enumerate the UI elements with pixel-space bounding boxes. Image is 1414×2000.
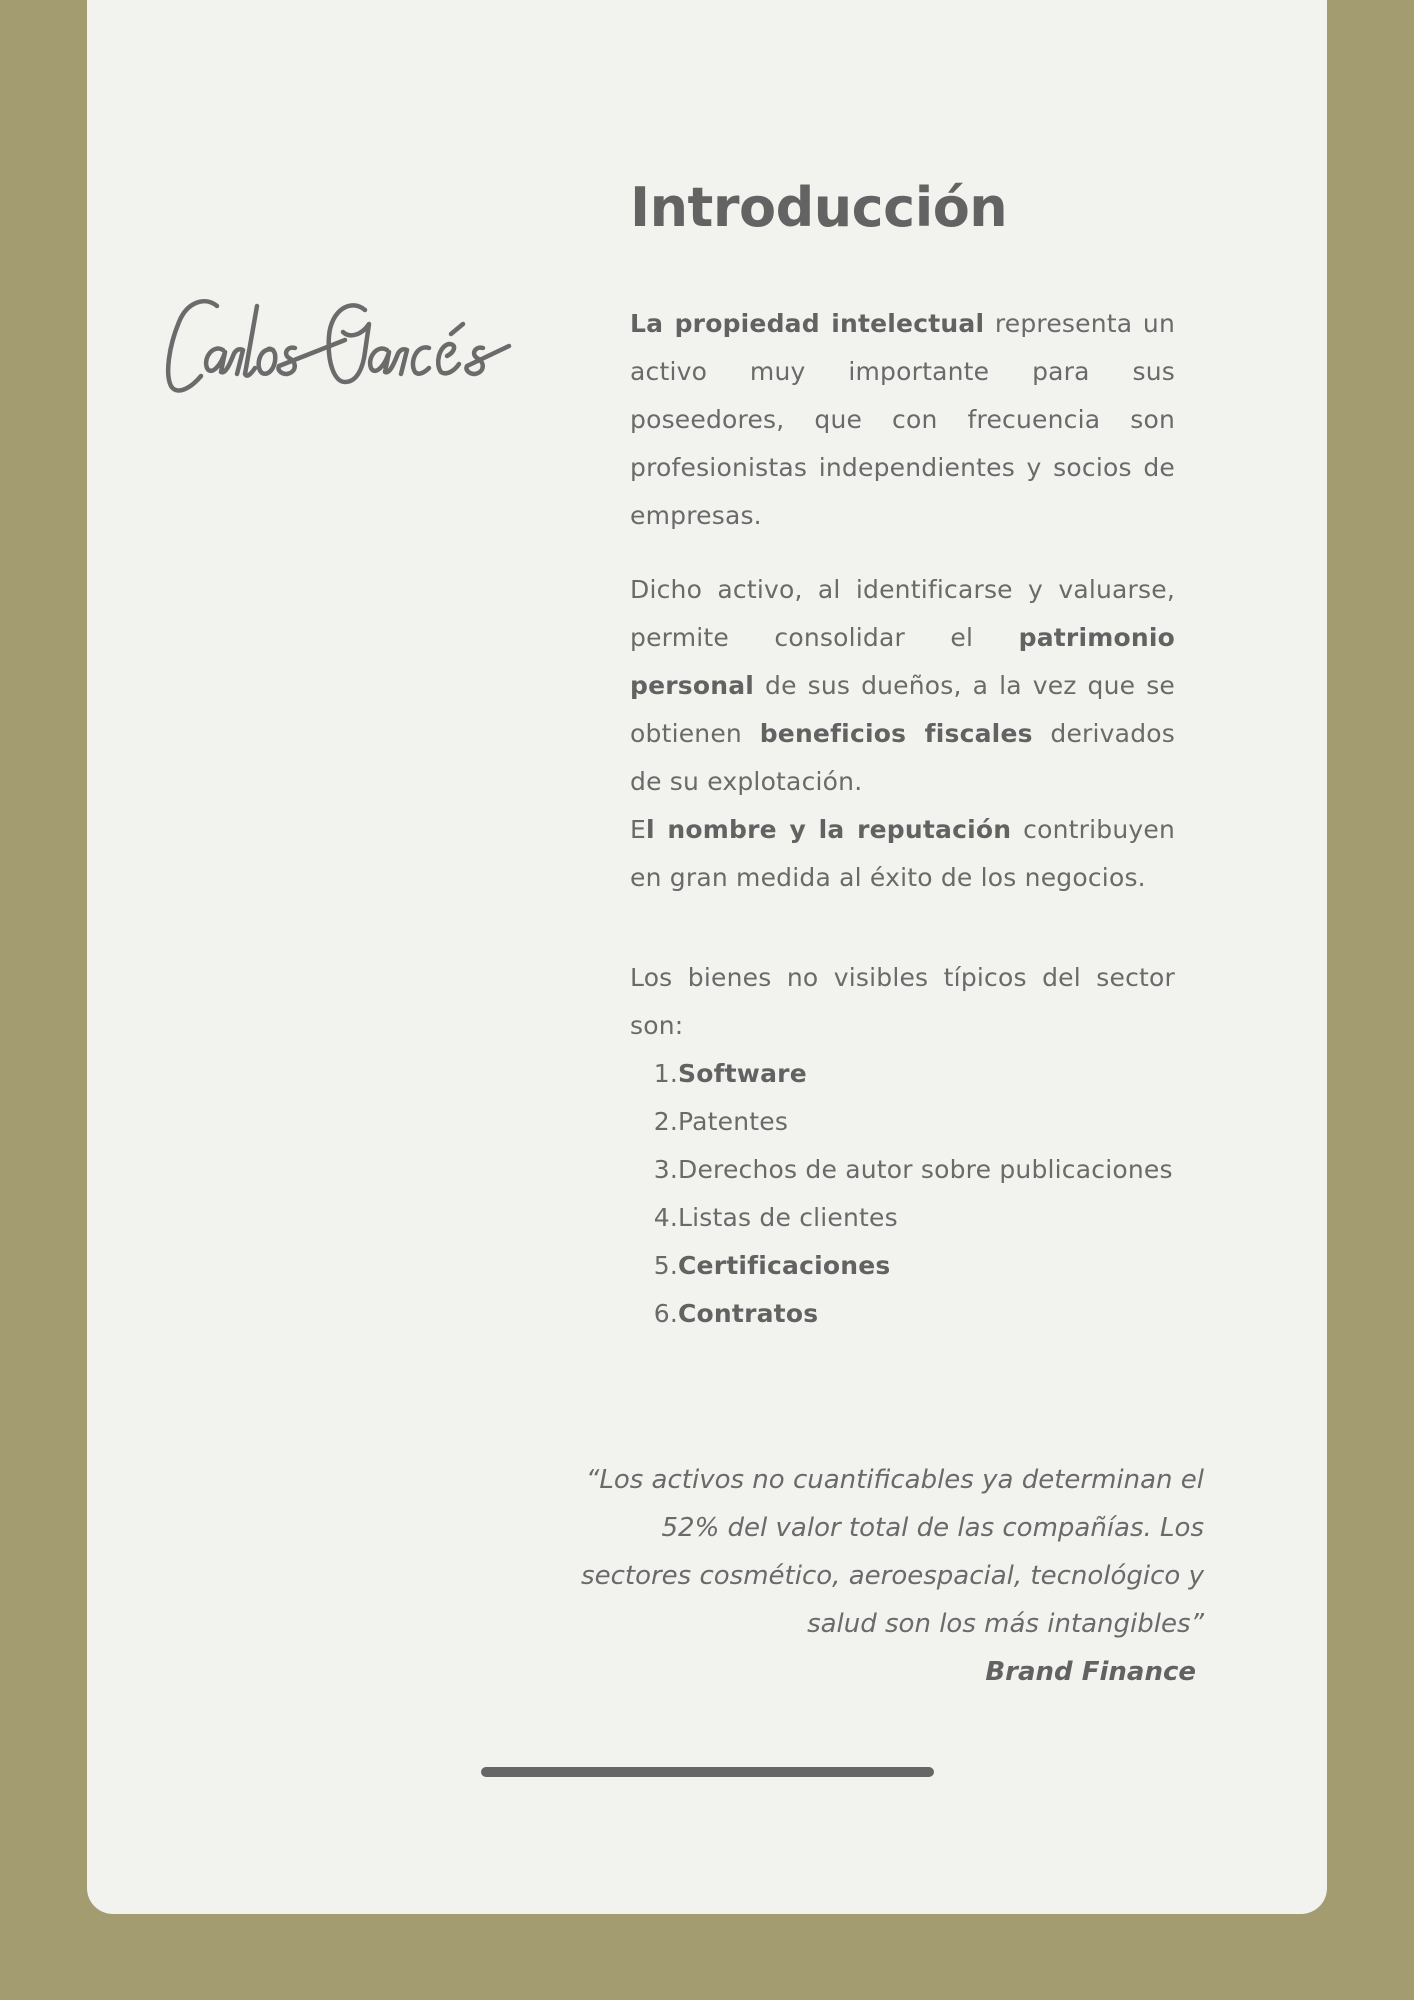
paragraph-text: representa un activo muy importante para sus poseedores, que con frecuencia son profesionistas independientes y socios de empresas.: [630, 309, 1175, 530]
bold-term: l nombre y la reputación: [646, 815, 1012, 844]
list-item: [630, 1146, 1175, 1194]
list-text: Contratos: [678, 1299, 819, 1328]
assets-list: [630, 1050, 1175, 1338]
paragraph-text: E: [630, 815, 646, 844]
list-number: 1.: [653, 1059, 678, 1088]
page-title: Introducción: [630, 176, 1008, 239]
paragraph-text: derivados de su explotación.: [630, 719, 1175, 796]
paragraph-patrimonio: [630, 566, 1175, 806]
list-item: [630, 1050, 1175, 1098]
paragraph-text: contribuyen en gran medida al éxito de los negocios.: [630, 815, 1175, 892]
list-text: Listas de clientes: [678, 1203, 898, 1232]
list-number: 6.: [653, 1299, 678, 1328]
list-number: 2.: [653, 1107, 678, 1136]
bold-term: patrimonio personal: [630, 623, 1175, 700]
bottom-divider: [481, 1767, 934, 1777]
list-item: [630, 1098, 1175, 1146]
list-number: 4.: [653, 1203, 678, 1232]
list-text: Derechos de autor sobre publicaciones: [678, 1155, 1173, 1184]
paragraph-reputacion: [630, 806, 1175, 902]
list-item: [630, 1242, 1175, 1290]
list-number: 3.: [653, 1155, 678, 1184]
paragraph-bienes: Los bienes no visibles típicos del sector son:: [630, 963, 1175, 1040]
list-item: [630, 1194, 1175, 1242]
list-text: Certificaciones: [678, 1251, 891, 1280]
paragraph-text: de sus dueños, a la vez que se obtienen: [630, 671, 1175, 748]
pull-quote: [544, 1456, 1204, 1696]
list-number: 5.: [653, 1251, 678, 1280]
paragraph-text: Dicho activo, al identificarse y valuarse, permite consolidar el: [630, 575, 1175, 652]
quote-author: Brand Finance: [985, 1657, 1196, 1687]
body-column: [630, 300, 1175, 1338]
signature-logo: [165, 288, 515, 400]
list-item: [630, 1290, 1175, 1338]
list-text: Patentes: [678, 1107, 789, 1136]
list-text: Software: [678, 1059, 807, 1088]
bold-term: beneficios fiscales: [759, 719, 1033, 748]
quote-text: “Los activos no cuantificables ya determinan el 52% del valor total de las compañías. Los sectores cosmético, aeroespacial, tecnológico y salud son los más intangibles”: [581, 1465, 1204, 1639]
signature-graphic: [165, 288, 515, 400]
bold-term: La propiedad intelectual: [630, 309, 985, 338]
paragraph-intro: [630, 300, 1175, 540]
